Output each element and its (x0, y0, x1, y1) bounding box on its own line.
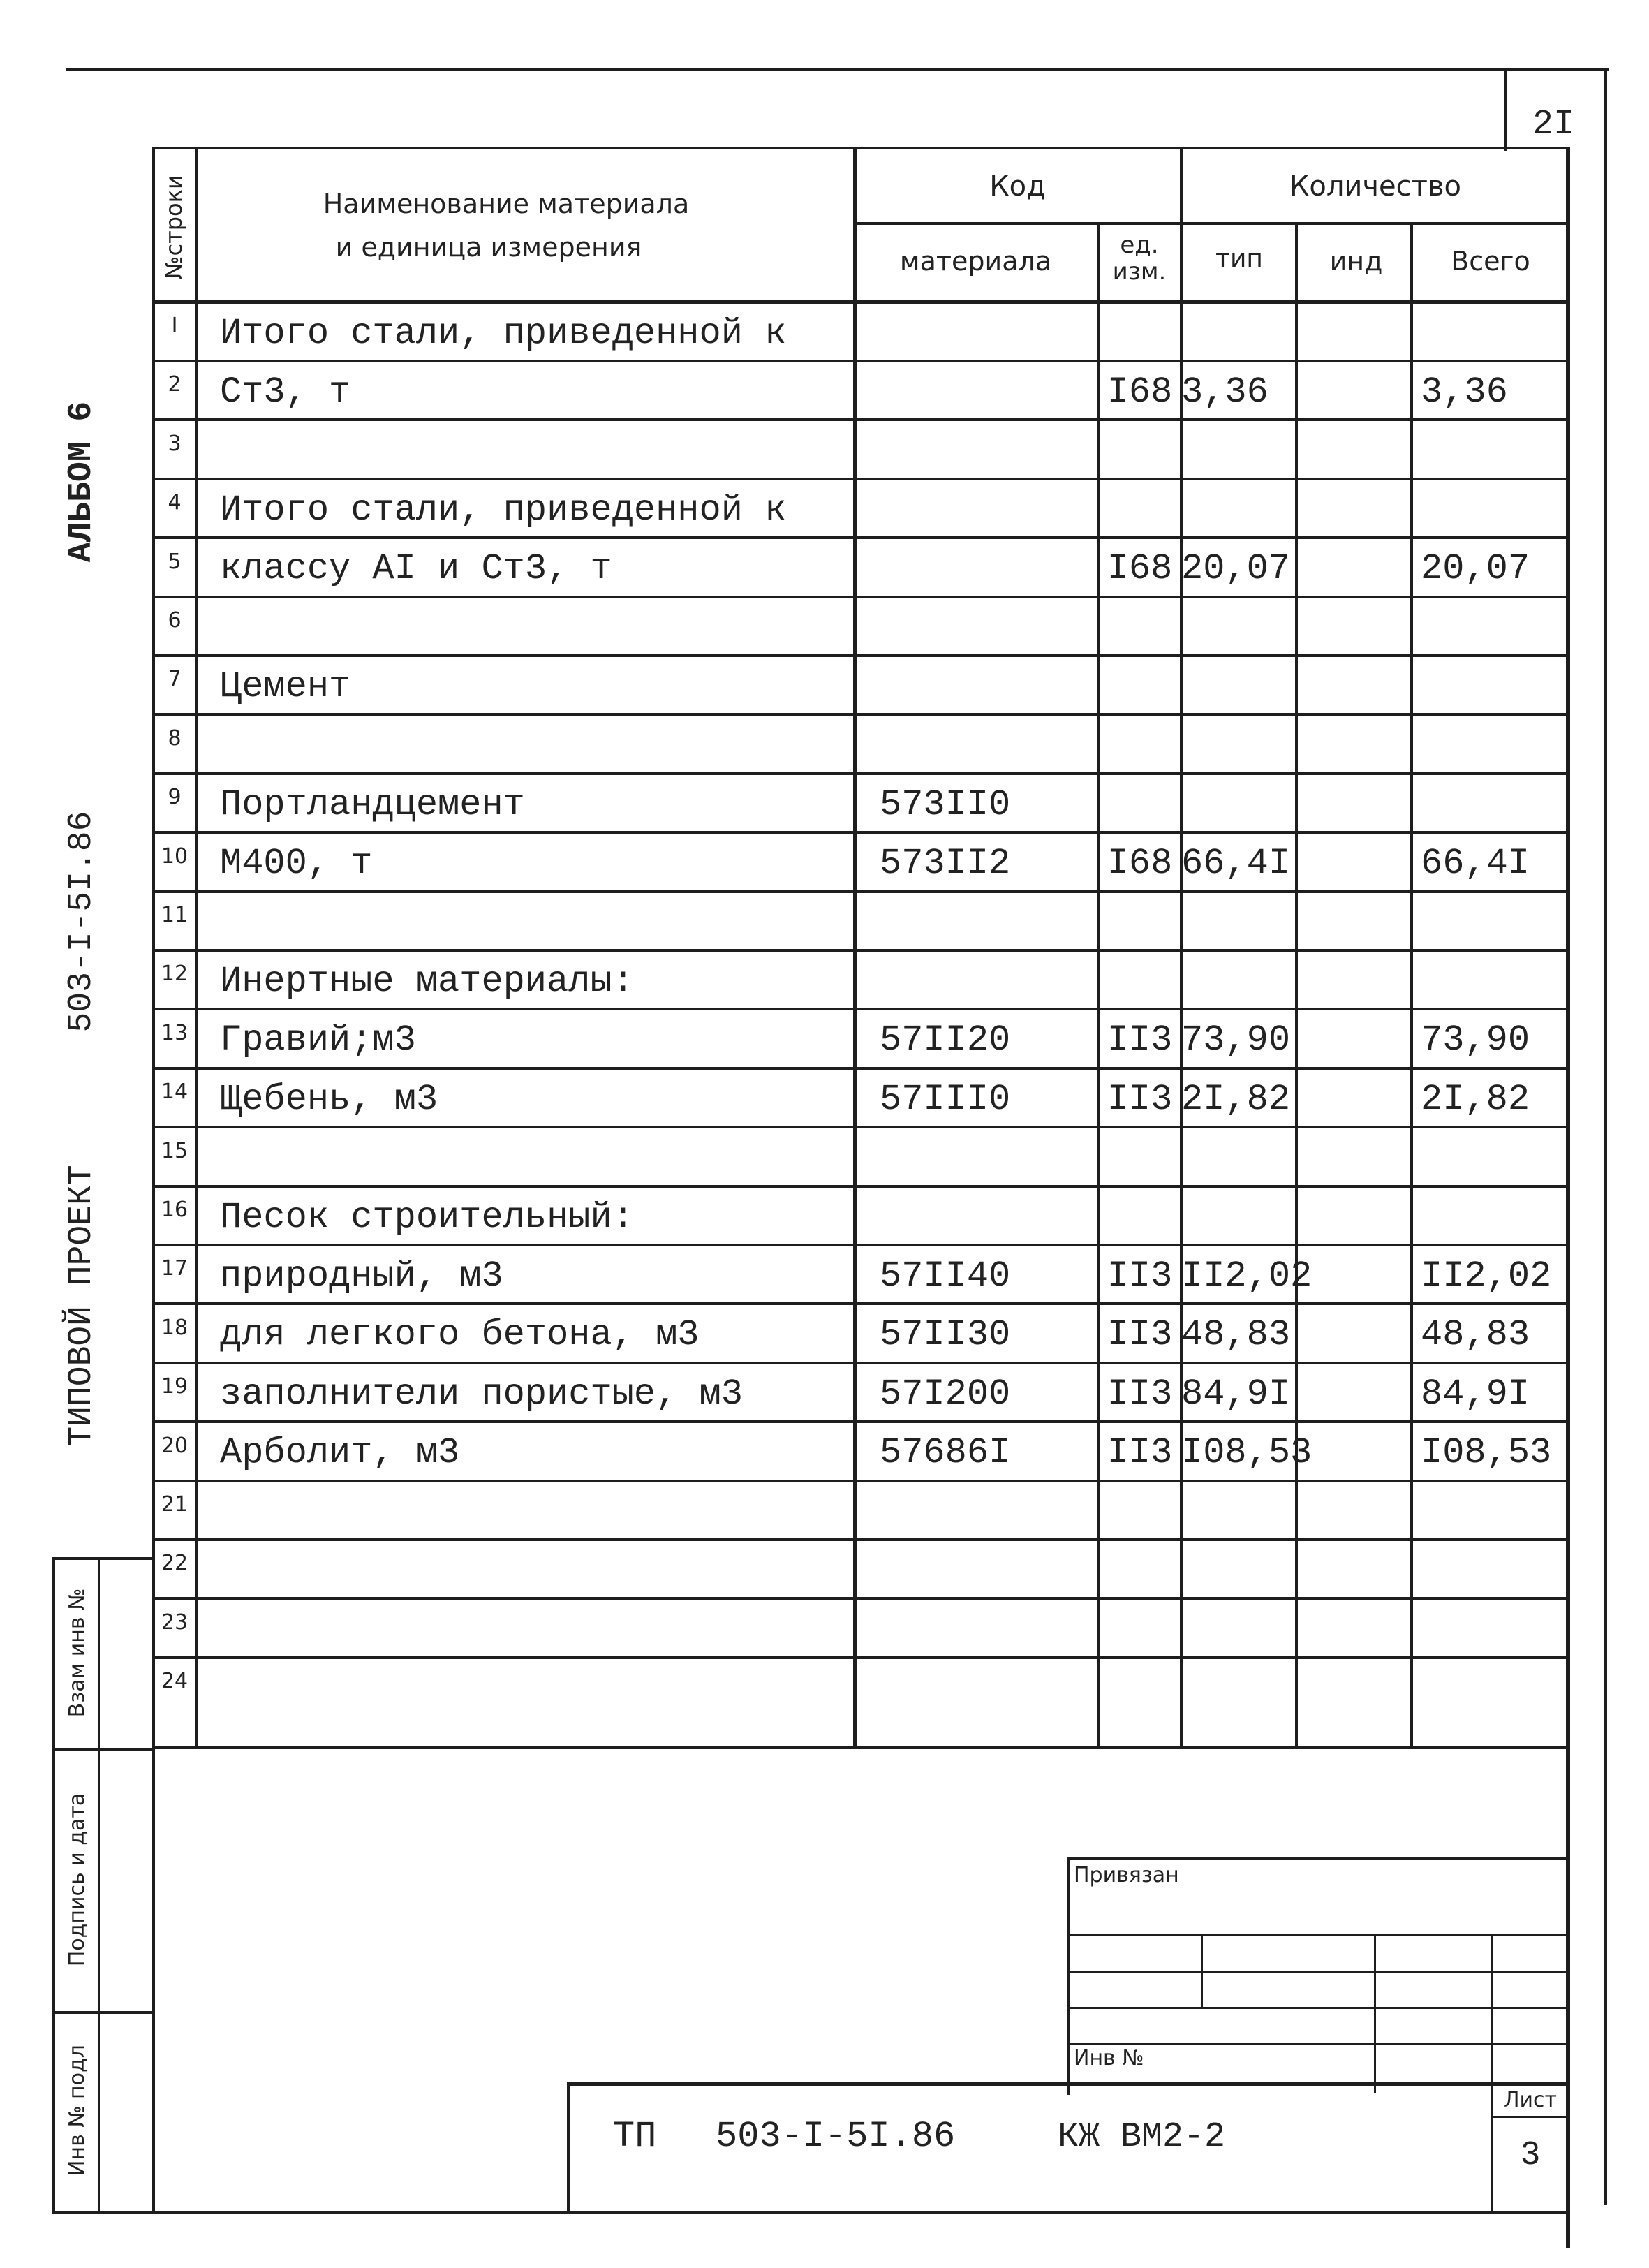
cell-ind (1299, 1070, 1414, 1128)
cell-total: 66,4I (1421, 843, 1530, 885)
stamp-doc-prefix: ТП (613, 2116, 657, 2157)
header-qty-ind: инд (1329, 246, 1383, 277)
cell-name (220, 1482, 869, 1541)
row-number: 23 (161, 1610, 188, 1635)
table-row (154, 1246, 1567, 1305)
cell-name: для легкого бетона, м3 (220, 1314, 700, 1356)
side-stamp-left-border (52, 1557, 55, 2214)
table-row (154, 540, 1567, 598)
cell-typ: 2I,82 (1181, 1078, 1291, 1120)
header-qty-typ: тип (1215, 244, 1263, 273)
cell-name (220, 598, 869, 657)
cell-ind (1299, 1306, 1414, 1364)
cell-ind (1299, 304, 1414, 362)
cell-material (880, 1600, 1117, 1659)
cell-unit (1100, 1659, 1180, 1718)
cell-name: Итого стали, приведенной к (220, 489, 787, 531)
cell-material (880, 1482, 1117, 1541)
cell-typ: 66,4I (1181, 843, 1291, 885)
cell-name: Итого стали, приведенной к (220, 312, 787, 354)
cell-unit (1100, 1541, 1180, 1600)
cell-material (880, 540, 1117, 598)
cell-total (1421, 480, 1574, 539)
cell-unit: I68 (1107, 371, 1173, 413)
cell-unit (1100, 422, 1180, 480)
cell-name (220, 893, 869, 952)
cell-ind (1299, 775, 1414, 834)
stamp-list-value: 3 (1520, 2137, 1541, 2174)
cell-unit (1100, 304, 1180, 362)
row-number: 22 (161, 1551, 188, 1576)
cell-ind (1299, 1600, 1414, 1659)
cell-material (880, 422, 1117, 480)
row-number: 5 (168, 549, 182, 574)
page-number-box-left (1504, 68, 1507, 151)
cell-unit: I68 (1107, 548, 1173, 590)
cell-unit: II3 (1107, 1432, 1173, 1474)
cell-typ: II2,02 (1181, 1255, 1312, 1297)
row-number: 15 (161, 1138, 188, 1163)
cell-ind (1299, 834, 1414, 893)
cell-typ (1181, 716, 1296, 775)
row-number: 9 (168, 785, 182, 810)
cell-total (1421, 304, 1574, 362)
cell-material: 57II20 (880, 1019, 1011, 1061)
cell-name (220, 1659, 869, 1718)
cell-total: 73,90 (1421, 1019, 1530, 1061)
cell-ind (1299, 1482, 1414, 1541)
cell-unit: II3 (1107, 1255, 1173, 1297)
row-number: 17 (161, 1256, 188, 1281)
cell-typ (1181, 1188, 1296, 1246)
table-row (154, 1306, 1567, 1364)
cell-typ (1181, 1541, 1296, 1600)
cell-name (220, 422, 869, 480)
table-row (154, 1482, 1567, 1541)
page-number: 2I (1532, 105, 1574, 145)
cell-unit: II3 (1107, 1078, 1173, 1120)
cell-unit (1100, 1600, 1180, 1659)
table-row (154, 1659, 1567, 1718)
cell-ind (1299, 1364, 1414, 1423)
cell-unit: II3 (1107, 1314, 1173, 1356)
cell-ind (1299, 1659, 1414, 1718)
sheet-top-border (66, 68, 1609, 71)
project-code-label: 503-I-5I.86 (63, 811, 101, 1033)
header-code: Код (989, 170, 1046, 202)
row-number: 11 (161, 903, 188, 927)
cell-total (1421, 1600, 1574, 1659)
table-row (154, 716, 1567, 775)
stamp-privyazan: Привязан (1074, 1863, 1179, 1887)
cell-material (880, 304, 1117, 362)
table-row (154, 304, 1567, 362)
cell-ind (1299, 1246, 1414, 1305)
row-number: 16 (161, 1198, 188, 1222)
cell-unit (1100, 952, 1180, 1010)
cell-unit (1100, 893, 1180, 952)
header-name-line2: и единица измерения (335, 232, 642, 263)
cell-unit (1100, 716, 1180, 775)
cell-name: Щебень, м3 (220, 1078, 438, 1120)
table-row (154, 1129, 1567, 1188)
cell-typ (1181, 1129, 1296, 1188)
table-row (154, 834, 1567, 893)
cell-material (880, 1541, 1117, 1600)
cell-typ: 3,36 (1181, 371, 1269, 413)
row-number: 20 (161, 1433, 188, 1458)
cell-unit (1100, 598, 1180, 657)
cell-name: Гравий;м3 (220, 1019, 416, 1061)
cell-ind (1299, 598, 1414, 657)
cell-name: М400, т (220, 843, 373, 885)
cell-typ (1181, 952, 1296, 1010)
side-stamp-vzam-inv: Взам инв № (65, 1588, 89, 1718)
cell-typ: 73,90 (1181, 1019, 1291, 1061)
cell-material (880, 716, 1117, 775)
row-number: 21 (161, 1492, 188, 1517)
cell-unit (1100, 657, 1180, 716)
cell-total (1421, 1659, 1574, 1718)
table-row (154, 480, 1567, 539)
row-number: 4 (168, 490, 182, 515)
cell-name: Инертные материалы: (220, 960, 634, 1002)
row-number: 18 (161, 1315, 188, 1340)
cell-typ (1181, 598, 1296, 657)
album-label: АЛЬБОМ 6 (63, 401, 101, 563)
header-code-material: материала (899, 246, 1052, 277)
table-top-border (152, 147, 1569, 149)
cell-typ (1181, 1659, 1296, 1718)
cell-ind (1299, 657, 1414, 716)
cell-unit (1100, 1482, 1180, 1541)
cell-total: 2I,82 (1421, 1078, 1530, 1120)
stamp-doc-mark: КЖ ВМ2-2 (1058, 2117, 1226, 2157)
cell-ind (1299, 422, 1414, 480)
cell-ind (1299, 480, 1414, 539)
header-code-unit: ед. изм. (1112, 231, 1167, 286)
side-stamp-podpis-data: Подпись и дата (65, 1792, 89, 1967)
project-type-label: ТИПОВОЙ ПРОЕКТ (63, 1165, 101, 1447)
cell-material (880, 362, 1117, 421)
row-number: 24 (161, 1669, 188, 1694)
cell-unit (1100, 480, 1180, 539)
row-number: 13 (161, 1020, 188, 1045)
cell-typ (1181, 657, 1296, 716)
cell-total (1421, 598, 1574, 657)
cell-total: I08,53 (1421, 1432, 1552, 1474)
table-row (154, 657, 1567, 716)
cell-total (1421, 893, 1574, 952)
cell-material (880, 952, 1117, 1010)
cell-typ (1181, 893, 1296, 952)
cell-typ: I08,53 (1181, 1432, 1312, 1474)
cell-typ (1181, 480, 1296, 539)
cell-material: 573II0 (880, 783, 1011, 825)
cell-total (1421, 775, 1574, 834)
cell-total (1421, 657, 1574, 716)
cell-typ: 20,07 (1181, 548, 1291, 590)
cell-unit (1100, 1129, 1180, 1188)
header-row-no: №строки (161, 175, 187, 279)
cell-total (1421, 716, 1574, 775)
row-number: 10 (161, 844, 188, 869)
table-row (154, 598, 1567, 657)
cell-material (880, 893, 1117, 952)
cell-typ: 84,9I (1181, 1373, 1291, 1415)
header-quantity: Количество (1289, 170, 1461, 202)
cell-total (1421, 1188, 1574, 1246)
sheet-right-border (1604, 68, 1607, 2205)
row-number: 7 (168, 667, 182, 692)
cell-material: 57II40 (880, 1255, 1011, 1297)
cell-name: Арболит, м3 (220, 1432, 460, 1474)
table-row (154, 362, 1567, 421)
cell-total (1421, 1129, 1574, 1188)
header-name-line1: Наименование материала (323, 189, 690, 219)
cell-name (220, 1600, 869, 1659)
cell-material: 57II30 (880, 1314, 1011, 1356)
cell-total: 84,9I (1421, 1373, 1530, 1415)
cell-total: 3,36 (1421, 371, 1508, 413)
row-number: 14 (161, 1080, 188, 1105)
cell-name: природный, м3 (220, 1255, 503, 1297)
cell-ind (1299, 1129, 1414, 1188)
cell-ind (1299, 1541, 1414, 1600)
cell-total (1421, 1482, 1574, 1541)
cell-name: классу AI и Ст3, т (220, 548, 612, 590)
table-row (154, 952, 1567, 1010)
cell-material (880, 480, 1117, 539)
cell-material (880, 657, 1117, 716)
cell-material (880, 1188, 1117, 1246)
cell-unit: II3 (1107, 1019, 1173, 1061)
cell-typ (1181, 304, 1296, 362)
cell-unit: II3 (1107, 1373, 1173, 1415)
table-row (154, 893, 1567, 952)
row-number: 19 (161, 1374, 188, 1399)
cell-material (880, 1659, 1117, 1718)
cell-ind (1299, 893, 1414, 952)
cell-total: 48,83 (1421, 1314, 1530, 1356)
stamp-list-label: Лист (1503, 2088, 1558, 2112)
table-row (154, 422, 1567, 480)
cell-material: 57686I (880, 1432, 1011, 1474)
cell-ind (1299, 540, 1414, 598)
table-row (154, 1070, 1567, 1128)
cell-typ (1181, 1482, 1296, 1541)
stamp-inv-no: Инв № (1074, 2046, 1144, 2070)
side-stamp-inv-podl: Инв № подл (65, 2045, 89, 2176)
table-row (154, 1364, 1567, 1423)
cell-ind (1299, 362, 1414, 421)
cell-ind (1299, 1424, 1414, 1482)
cell-total (1421, 952, 1574, 1010)
cell-total (1421, 422, 1574, 480)
stamp-doc-number: 503-I-5I.86 (716, 2116, 956, 2157)
cell-total: 20,07 (1421, 548, 1530, 590)
cell-name (220, 1129, 869, 1188)
cell-name: Ст3, т (220, 371, 351, 413)
sheet-bottom-border (52, 2211, 1569, 2214)
cell-total: II2,02 (1421, 1255, 1552, 1297)
row-number: 8 (168, 726, 182, 751)
row-number: 12 (161, 962, 188, 987)
table-bottom-border (152, 1746, 1569, 1749)
header-qty-total: Всего (1451, 246, 1530, 277)
row-number: 6 (168, 608, 182, 633)
cell-name: Портландцемент (220, 783, 525, 825)
cell-total (1421, 1541, 1574, 1600)
cell-typ: 48,83 (1181, 1314, 1291, 1356)
cell-name: Песок строительный: (220, 1196, 634, 1238)
cell-typ (1181, 775, 1296, 834)
cell-name: Цемент (220, 665, 351, 707)
cell-material (880, 598, 1117, 657)
cell-unit (1100, 775, 1180, 834)
row-number: 2 (168, 372, 182, 397)
cell-ind (1299, 1188, 1414, 1246)
cell-name: заполнители пористые, м3 (220, 1373, 743, 1415)
cell-material: 573II2 (880, 843, 1011, 885)
table-row (154, 1600, 1567, 1659)
row-number: I (171, 314, 178, 338)
table-row (154, 1541, 1567, 1600)
cell-material (880, 1129, 1117, 1188)
table-row (154, 1011, 1567, 1070)
table-row (154, 1424, 1567, 1482)
cell-ind (1299, 716, 1414, 775)
cell-material: 57I200 (880, 1373, 1011, 1415)
cell-typ (1181, 1600, 1296, 1659)
cell-ind (1299, 952, 1414, 1010)
table-row (154, 775, 1567, 834)
cell-name (220, 1541, 869, 1600)
cell-typ (1181, 422, 1296, 480)
cell-material: 57III0 (880, 1078, 1011, 1120)
cell-ind (1299, 1011, 1414, 1070)
cell-name (220, 716, 869, 775)
cell-unit (1100, 1188, 1180, 1246)
table-row (154, 1188, 1567, 1246)
row-number: 3 (168, 431, 182, 456)
cell-unit: I68 (1107, 843, 1173, 885)
